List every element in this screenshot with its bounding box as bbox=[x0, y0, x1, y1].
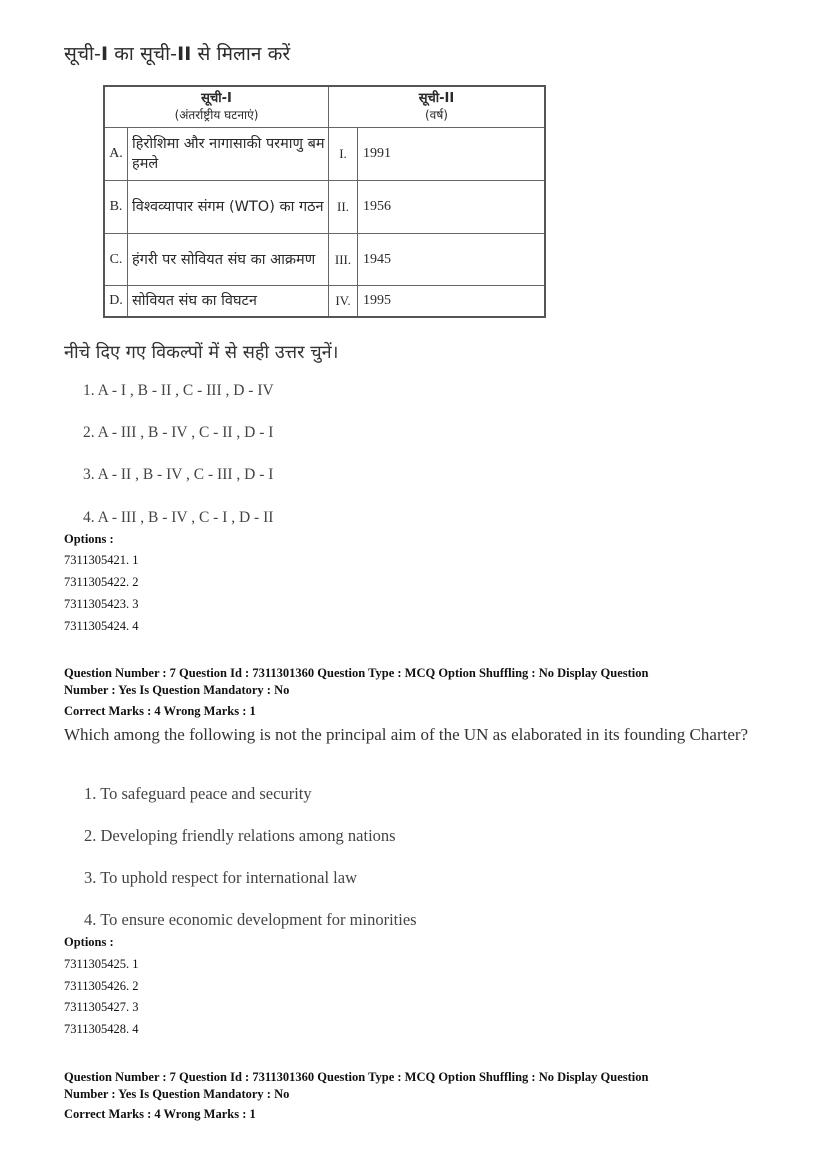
option-id: 7311305426. 2 bbox=[64, 979, 139, 993]
list-2-header bbox=[329, 86, 546, 128]
heading-part: सूची- bbox=[140, 43, 178, 65]
table-header-row bbox=[104, 86, 545, 128]
row-year: 1956 bbox=[358, 181, 546, 234]
options-label: Options : bbox=[64, 532, 114, 546]
option-id: 7311305427. 3 bbox=[64, 1000, 139, 1014]
question-meta-line: Number : Yes Is Question Mandatory : No bbox=[64, 683, 290, 697]
option-id: 7311305425. 1 bbox=[64, 957, 139, 971]
heading-list1-numeral: I bbox=[101, 43, 109, 65]
row-event: हंगरी पर सोवियत संघ का आक्रमण bbox=[128, 234, 329, 286]
option-id: 7311305424. 4 bbox=[64, 619, 139, 633]
table-row bbox=[104, 181, 545, 234]
option-id: 7311305423. 3 bbox=[64, 597, 139, 611]
question-meta bbox=[64, 665, 764, 699]
list-1-subtitle: (अंतर्राष्ट्रीय घटनाएं) bbox=[174, 108, 259, 122]
row-year: 1995 bbox=[358, 286, 546, 318]
row-letter: D. bbox=[104, 286, 128, 318]
row-event: विश्वव्यापार संगम (WTO) का गठन bbox=[128, 181, 329, 234]
list-1-title: सूची-I bbox=[201, 91, 232, 106]
row-roman: IV. bbox=[329, 286, 358, 318]
row-event: हिरोशिमा और नागासाकी परमाणु बम हमले bbox=[128, 128, 329, 181]
row-year: 1991 bbox=[358, 128, 546, 181]
option-id: 7311305421. 1 bbox=[64, 553, 139, 567]
heading-part: का bbox=[108, 43, 141, 65]
match-choice-2: 2. A - III , B - IV , C - II , D - I bbox=[83, 424, 274, 441]
question-meta-line: Question Number : 7 Question Id : 7311301360 Question Type : MCQ Option Shuffling : No Display Question bbox=[64, 666, 649, 680]
list-2-subtitle: (वर्ष) bbox=[425, 108, 448, 122]
instruction-text: नीचे दिए गए विकल्पों में से सही उत्तर चुनें। bbox=[64, 342, 339, 363]
match-heading bbox=[64, 40, 290, 66]
question-text: Which among the following is not the principal aim of the UN as elaborated in its founding Charter? bbox=[64, 725, 749, 744]
row-letter: A. bbox=[104, 128, 128, 181]
match-choice-3: 3. A - II , B - IV , C - III , D - I bbox=[83, 466, 274, 483]
answer-choice-2: 2. Developing friendly relations among nations bbox=[84, 826, 396, 845]
heading-list2-numeral: II bbox=[177, 43, 192, 65]
list-2-title: सूची-II bbox=[418, 91, 455, 106]
option-id: 7311305422. 2 bbox=[64, 575, 139, 589]
options-label: Options : bbox=[64, 935, 114, 949]
row-year: 1945 bbox=[358, 234, 546, 286]
row-roman: III. bbox=[329, 234, 358, 286]
row-event: सोवियत संघ का विघटन bbox=[128, 286, 329, 318]
question-meta-line: Number : Yes Is Question Mandatory : No bbox=[64, 1087, 290, 1101]
answer-choice-4: 4. To ensure economic development for minorities bbox=[84, 910, 417, 929]
question-marks: Correct Marks : 4 Wrong Marks : 1 bbox=[64, 1107, 256, 1121]
answer-choice-1: 1. To safeguard peace and security bbox=[84, 784, 312, 803]
option-id: 7311305428. 4 bbox=[64, 1022, 139, 1036]
question-marks: Correct Marks : 4 Wrong Marks : 1 bbox=[64, 704, 256, 718]
table-row bbox=[104, 234, 545, 286]
heading-part: सूची- bbox=[64, 43, 101, 65]
row-roman: II. bbox=[329, 181, 358, 234]
table-row bbox=[104, 286, 545, 318]
match-table bbox=[103, 85, 546, 318]
match-choice-1: 1. A - I , B - II , C - III , D - IV bbox=[83, 382, 274, 399]
table-row bbox=[104, 128, 545, 181]
heading-part: से मिलान करें bbox=[191, 43, 291, 65]
answer-choice-3: 3. To uphold respect for international law bbox=[84, 868, 358, 887]
question-meta-line: Question Number : 7 Question Id : 7311301360 Question Type : MCQ Option Shuffling : No Display Question bbox=[64, 1070, 649, 1084]
match-choice-4: 4. A - III , B - IV , C - I , D - II bbox=[83, 509, 274, 526]
row-letter: B. bbox=[104, 181, 128, 234]
question-meta bbox=[64, 1069, 764, 1103]
row-roman: I. bbox=[329, 128, 358, 181]
row-letter: C. bbox=[104, 234, 128, 286]
list-1-header bbox=[104, 86, 329, 128]
